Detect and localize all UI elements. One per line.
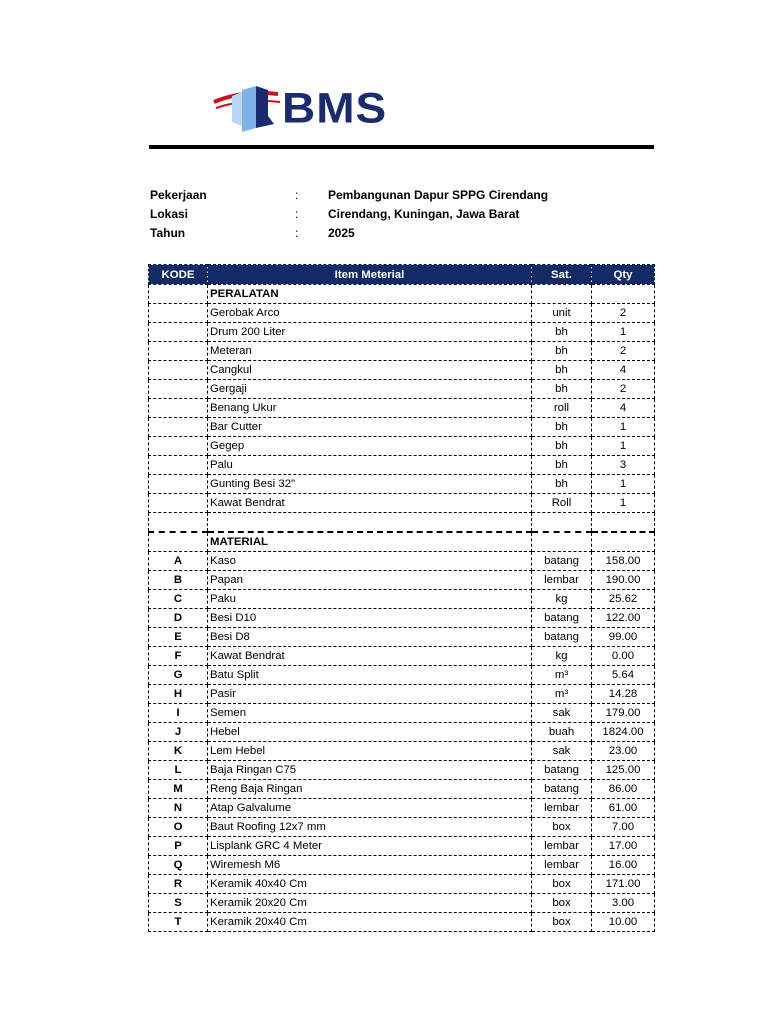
kode-cell [149, 361, 208, 380]
sat-cell [532, 285, 592, 304]
item-cell: Hebel [208, 723, 532, 742]
kode-cell [149, 380, 208, 399]
sat-cell: box [532, 818, 592, 837]
qty-cell: 2 [592, 342, 655, 361]
sat-cell: bh [532, 437, 592, 456]
table-row [149, 837, 655, 856]
empty-cell [532, 513, 592, 533]
item-cell: Benang Ukur [208, 399, 532, 418]
sat-cell: bh [532, 323, 592, 342]
table-row [149, 323, 655, 342]
table-row [149, 685, 655, 704]
sat-cell: bh [532, 456, 592, 475]
table-row [149, 761, 655, 780]
empty-cell [149, 513, 208, 533]
spacer-row [149, 513, 655, 533]
item-cell: Besi D10 [208, 609, 532, 628]
qty-cell: 179.00 [592, 704, 655, 723]
sat-cell: bh [532, 361, 592, 380]
item-cell: Gegep [208, 437, 532, 456]
table-row [149, 456, 655, 475]
kode-cell: I [149, 704, 208, 723]
qty-cell: 4 [592, 399, 655, 418]
bms-logo [212, 82, 428, 142]
item-cell: Atap Galvalume [208, 799, 532, 818]
header-sat: Sat. [532, 265, 592, 285]
item-cell: Lem Hebel [208, 742, 532, 761]
qty-cell: 14.28 [592, 685, 655, 704]
sat-cell: batang [532, 552, 592, 571]
item-cell: Baut Roofing 12x7 mm [208, 818, 532, 837]
table-row [149, 780, 655, 799]
sat-cell: m³ [532, 666, 592, 685]
item-cell: Batu Split [208, 666, 532, 685]
info-value: Cirendang, Kuningan, Jawa Barat [328, 207, 520, 221]
qty-cell: 1 [592, 494, 655, 513]
kode-cell: E [149, 628, 208, 647]
qty-cell: 1 [592, 418, 655, 437]
table-row [149, 437, 655, 456]
qty-cell: 86.00 [592, 780, 655, 799]
kode-cell: J [149, 723, 208, 742]
material-table [148, 264, 655, 932]
sat-cell: batang [532, 609, 592, 628]
qty-cell: 17.00 [592, 837, 655, 856]
table-row [149, 590, 655, 609]
kode-cell: M [149, 780, 208, 799]
table-row [149, 647, 655, 666]
kode-cell: S [149, 894, 208, 913]
kode-cell [149, 323, 208, 342]
kode-cell: B [149, 571, 208, 590]
sat-cell: Roll [532, 494, 592, 513]
table-row [149, 628, 655, 647]
qty-cell [592, 532, 655, 552]
qty-cell: 1 [592, 437, 655, 456]
qty-cell: 16.00 [592, 856, 655, 875]
table-row [149, 304, 655, 323]
qty-cell: 1 [592, 323, 655, 342]
table-row [149, 856, 655, 875]
kode-cell: O [149, 818, 208, 837]
qty-cell: 0.00 [592, 647, 655, 666]
item-cell: Gunting Besi 32" [208, 475, 532, 494]
table-row [149, 552, 655, 571]
info-colon: : [295, 207, 299, 221]
table-row [149, 875, 655, 894]
table-header-row [149, 265, 655, 285]
qty-cell: 3.00 [592, 894, 655, 913]
qty-cell: 122.00 [592, 609, 655, 628]
sat-cell: sak [532, 704, 592, 723]
item-cell: Kawat Bendrat [208, 647, 532, 666]
section-title: PERALATAN [208, 285, 532, 304]
qty-cell: 7.00 [592, 818, 655, 837]
item-cell: Palu [208, 456, 532, 475]
info-colon: : [295, 188, 299, 202]
item-cell: Wiremesh M6 [208, 856, 532, 875]
item-cell: Pasir [208, 685, 532, 704]
section-title: MATERIAL [208, 532, 532, 552]
item-cell: Meteran [208, 342, 532, 361]
table-row [149, 342, 655, 361]
kode-cell: T [149, 913, 208, 932]
qty-cell: 171.00 [592, 875, 655, 894]
info-label: Tahun [150, 226, 186, 240]
info-label: Pekerjaan [150, 188, 207, 202]
sat-cell: batang [532, 780, 592, 799]
kode-cell: P [149, 837, 208, 856]
kode-cell [149, 285, 208, 304]
sat-cell: box [532, 913, 592, 932]
kode-cell [149, 475, 208, 494]
qty-cell: 2 [592, 304, 655, 323]
qty-cell: 3 [592, 456, 655, 475]
sat-cell: m³ [532, 685, 592, 704]
qty-cell [592, 285, 655, 304]
info-value: Pembangunan Dapur SPPG Cirendang [328, 188, 549, 202]
table-row [149, 571, 655, 590]
header-qty: Qty [592, 265, 655, 285]
qty-cell: 10.00 [592, 913, 655, 932]
item-cell: Kawat Bendrat [208, 494, 532, 513]
empty-cell [592, 513, 655, 533]
table-row [149, 361, 655, 380]
sat-cell: box [532, 875, 592, 894]
qty-cell: 5.64 [592, 666, 655, 685]
kode-cell [149, 304, 208, 323]
qty-cell: 158.00 [592, 552, 655, 571]
item-cell: Semen [208, 704, 532, 723]
header-item: Item Meterial [208, 265, 532, 285]
kode-cell: R [149, 875, 208, 894]
qty-cell: 1 [592, 475, 655, 494]
kode-cell: L [149, 761, 208, 780]
qty-cell: 2 [592, 380, 655, 399]
empty-cell [208, 513, 532, 533]
kode-cell: Q [149, 856, 208, 875]
table-row [149, 799, 655, 818]
info-row-tahun [149, 226, 654, 245]
kode-cell [149, 532, 208, 552]
info-value: 2025 [328, 226, 355, 240]
header-rule [149, 145, 654, 149]
qty-cell: 1824.00 [592, 723, 655, 742]
item-cell: Papan [208, 571, 532, 590]
item-cell: Paku [208, 590, 532, 609]
sat-cell: kg [532, 590, 592, 609]
qty-cell: 61.00 [592, 799, 655, 818]
sat-cell: box [532, 894, 592, 913]
project-info [149, 188, 654, 245]
table-row [149, 380, 655, 399]
sat-cell: lembar [532, 799, 592, 818]
qty-cell: 4 [592, 361, 655, 380]
sat-cell: bh [532, 418, 592, 437]
kode-cell: N [149, 799, 208, 818]
sat-cell: unit [532, 304, 592, 323]
table-row [149, 418, 655, 437]
kode-cell [149, 342, 208, 361]
item-cell: Keramik 20x20 Cm [208, 894, 532, 913]
kode-cell: H [149, 685, 208, 704]
info-label: Lokasi [150, 207, 189, 221]
kode-cell: D [149, 609, 208, 628]
table-row [149, 723, 655, 742]
sat-cell: batang [532, 761, 592, 780]
logo-wordmark: BMS [282, 83, 388, 132]
sat-cell: buah [532, 723, 592, 742]
table-row [149, 609, 655, 628]
sat-cell: bh [532, 342, 592, 361]
logo-mark-icon [212, 82, 292, 142]
item-cell: Keramik 20x40 Cm [208, 913, 532, 932]
sat-cell: batang [532, 628, 592, 647]
info-row-pekerjaan [149, 188, 654, 207]
item-cell: Besi D8 [208, 628, 532, 647]
kode-cell [149, 399, 208, 418]
info-colon: : [295, 226, 299, 240]
item-cell: Drum 200 Liter [208, 323, 532, 342]
kode-cell [149, 494, 208, 513]
sat-cell: kg [532, 647, 592, 666]
qty-cell: 25.62 [592, 590, 655, 609]
section-row-peralatan [149, 285, 655, 304]
item-cell: Keramik 40x40 Cm [208, 875, 532, 894]
item-cell: Baja Ringan C75 [208, 761, 532, 780]
section-row-material [149, 532, 655, 552]
qty-cell: 125.00 [592, 761, 655, 780]
item-cell: Bar Cutter [208, 418, 532, 437]
kode-cell: C [149, 590, 208, 609]
kode-cell [149, 456, 208, 475]
qty-cell: 99.00 [592, 628, 655, 647]
kode-cell: A [149, 552, 208, 571]
qty-cell: 190.00 [592, 571, 655, 590]
table-row [149, 818, 655, 837]
table-row [149, 913, 655, 932]
table-row [149, 894, 655, 913]
item-cell: Cangkul [208, 361, 532, 380]
header-kode: KODE [149, 265, 208, 285]
info-row-lokasi [149, 207, 654, 226]
sat-cell: bh [532, 380, 592, 399]
sat-cell: bh [532, 475, 592, 494]
item-cell: Gerobak Arco [208, 304, 532, 323]
qty-cell: 23.00 [592, 742, 655, 761]
table-row [149, 666, 655, 685]
kode-cell: F [149, 647, 208, 666]
sat-cell: sak [532, 742, 592, 761]
table-row [149, 475, 655, 494]
item-cell: Lisplank GRC 4 Meter [208, 837, 532, 856]
sat-cell: lembar [532, 837, 592, 856]
item-cell: Reng Baja Ringan [208, 780, 532, 799]
sat-cell: lembar [532, 856, 592, 875]
sat-cell: roll [532, 399, 592, 418]
item-cell: Kaso [208, 552, 532, 571]
table-row [149, 742, 655, 761]
sat-cell: lembar [532, 571, 592, 590]
kode-cell: G [149, 666, 208, 685]
table-row [149, 399, 655, 418]
table-body [149, 285, 655, 932]
table-row [149, 704, 655, 723]
kode-cell: K [149, 742, 208, 761]
table-row [149, 494, 655, 513]
kode-cell [149, 418, 208, 437]
kode-cell [149, 437, 208, 456]
sat-cell [532, 532, 592, 552]
item-cell: Gergaji [208, 380, 532, 399]
